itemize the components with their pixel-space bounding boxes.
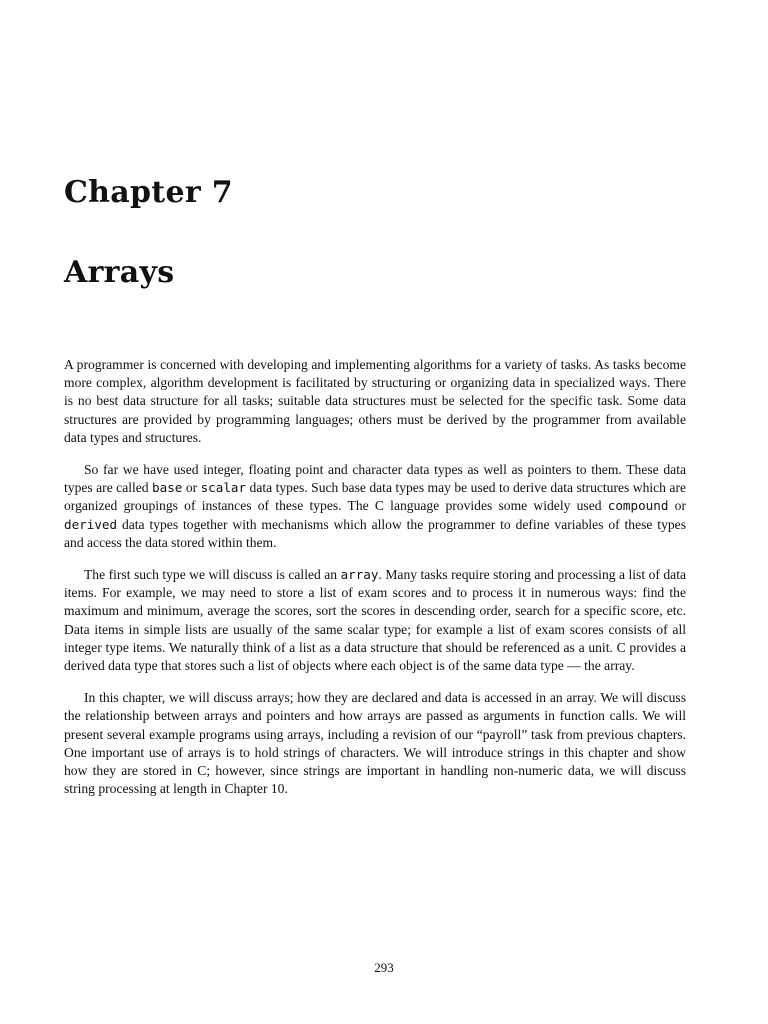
term-scalar: scalar: [200, 480, 247, 496]
text-run: or: [182, 480, 201, 496]
term-derived: derived: [64, 516, 118, 532]
text-run: or: [668, 498, 686, 514]
term-array: array: [340, 567, 379, 583]
text-run: data types together with mechanisms which allow the programmer to define variables of these types and access the data stored within them.: [64, 516, 686, 550]
term-base: base: [152, 480, 183, 496]
paragraph-intro: A programmer is concerned with developing and implementing algorithms for a variety of tasks. As tasks become more complex, algorithm development is facilitated by structuring or organizing data in specialized ways. There is no best data structure for all tasks; suitable data structures must be selected for the specific task. Some data structures are provided by programming languages; others must be derived by the programmer from available data types and structures.: [64, 357, 686, 445]
paragraph-chapter-overview: In this chapter, we will discuss arrays; how they are declared and data is accessed in an array. We will discuss the relationship between arrays and pointers and how arrays are passed as arguments in function calls. We will present several example programs using arrays, including a revision of our “payroll” task from previous chapters. One important use of arrays is to hold strings of characters. We will introduce strings in this chapter and show how they are stored in C; however, since strings are important in handling non-numeric data, we will discuss string processing at length in Chapter 10.: [64, 690, 686, 797]
text-run: So far we have used integer, floating point and character data types as well as pointers to them. These data types are called: [64, 462, 686, 496]
chapter-title: Arrays: [64, 255, 175, 290]
text-run: The first such type we will discuss is called an: [84, 567, 341, 583]
text-run: . Many tasks require storing and processing a list of data items. For example, we may need to store a list of exam scores and to process it in numerous ways: find the maximum and minimum, average the scores, sort the scores in descending order, search for a specific score, etc. Data items in simple lists are usually of the same scalar type; for example a list of exam scores consists of all integer type items. We naturally think of a list as a data structure that should be referenced as a unit. C provides a derived data type that stores such a list of objects where each object is of the same data type — the array.: [64, 567, 686, 674]
term-compound: compound: [607, 498, 669, 514]
text-run: data types. Such base data types may be used to derive data structures which are organized groupings of instances of these types. The C language provides some widely used: [64, 480, 687, 514]
paragraph-array-intro: [64, 566, 686, 675]
page-number: 293: [374, 960, 394, 975]
chapter-number: Chapter 7: [64, 175, 233, 210]
chapter-body: [64, 356, 686, 812]
paragraph-data-types: [64, 461, 686, 552]
